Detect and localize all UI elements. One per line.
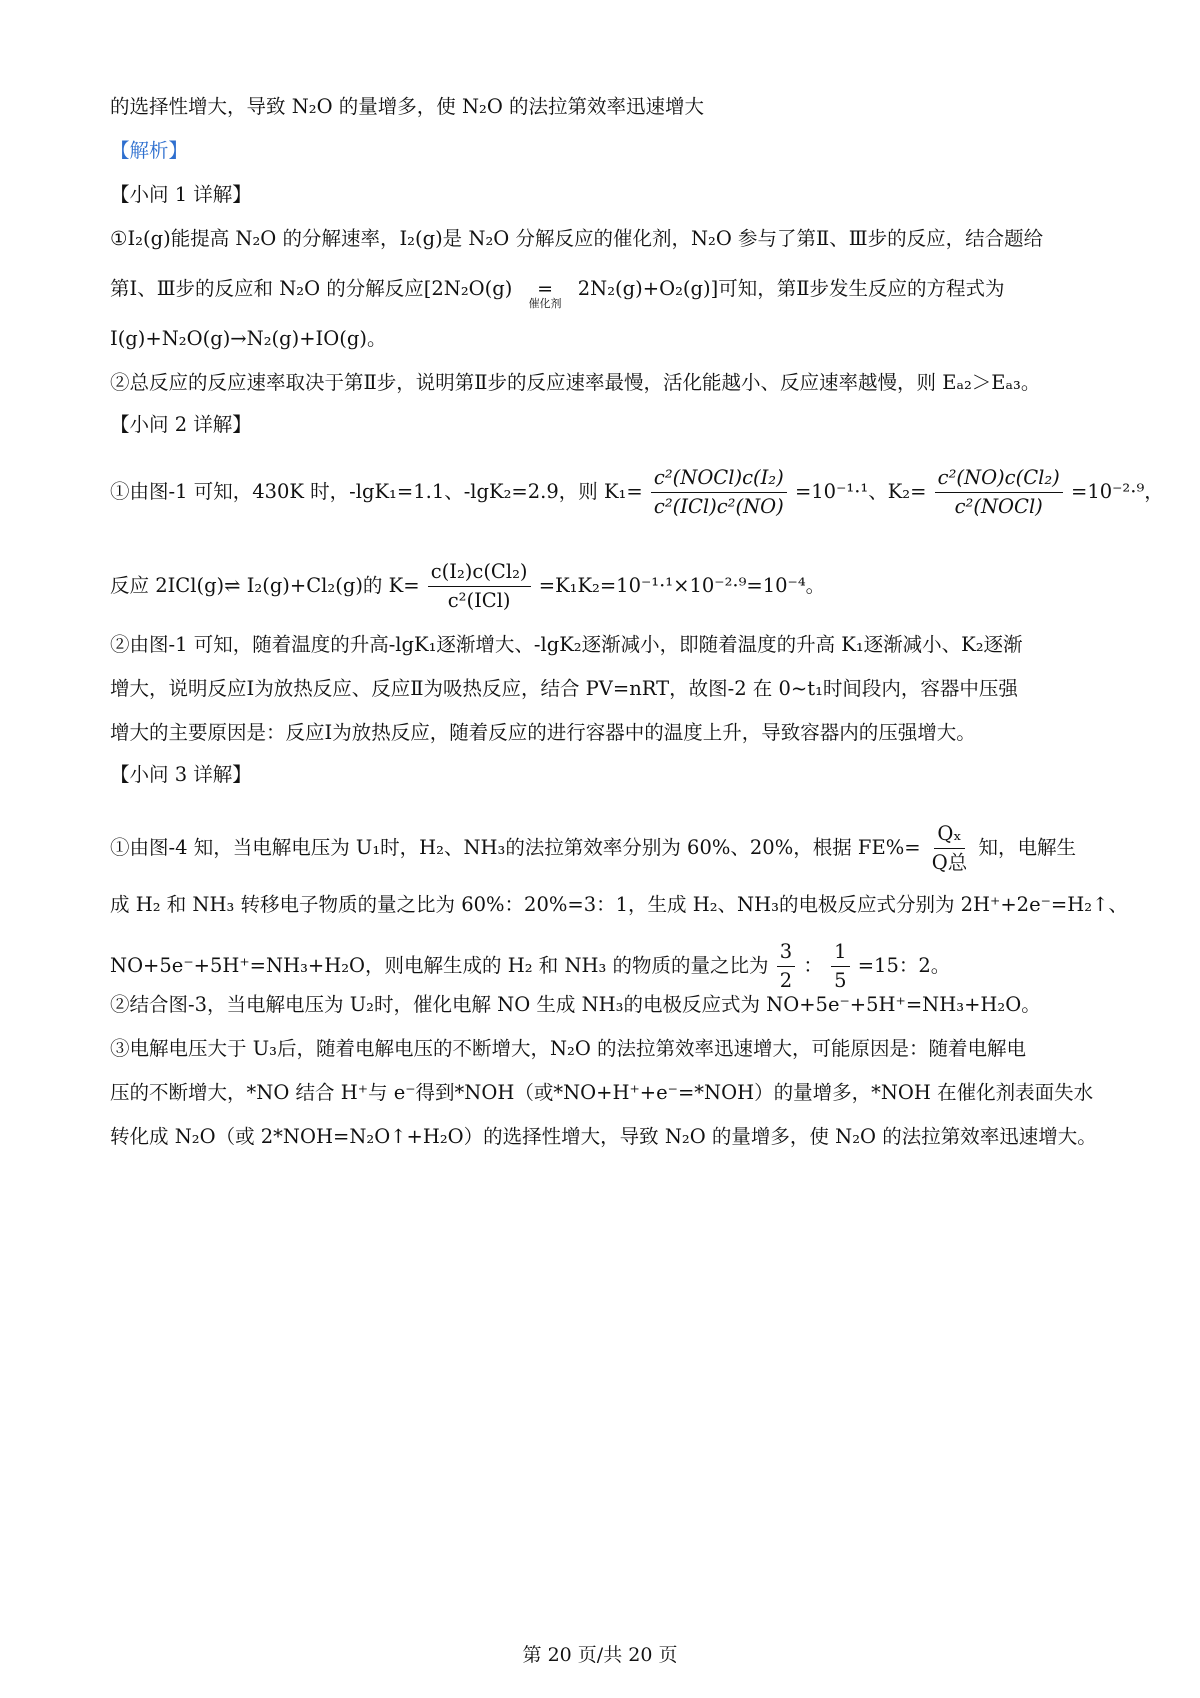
fraction-denominator: c²(ICl)c²(NO) xyxy=(653,495,784,518)
text-line: 压的不断增大，*NO 结合 H⁺与 e⁻得到*NOH（或*NO+H⁺+e⁻=*NOH）的量增多，*NOH 在催化剂表面失水 xyxy=(110,1081,1094,1104)
fraction-numerator: 1 xyxy=(831,940,849,967)
text-line: 增大，说明反应Ⅰ为放热反应、反应Ⅱ为吸热反应，结合 PV=nRT，故图-2 在 0~t₁时间段内，容器中压强 xyxy=(110,677,1018,700)
equation-line xyxy=(110,466,1164,519)
fraction-numerator: c(I₂)c(Cl₂) xyxy=(428,560,531,587)
equals-sign: = xyxy=(537,277,554,300)
catalyst-label: 催化剂 xyxy=(528,296,562,310)
text-line: ②由图-1 可知，随着温度的升高-lgK₁逐渐增大、-lgK₂逐渐减小，即随着温度的升高 K₁逐渐减小、K₂逐渐 xyxy=(110,633,1023,656)
fraction-3-2 xyxy=(777,940,795,993)
fraction-1-5 xyxy=(831,940,849,993)
text-segment: =10⁻²·⁹， xyxy=(1070,480,1164,503)
ratio-colon: ： xyxy=(803,954,823,977)
text-segment: =K₁K₂=10⁻¹·¹×10⁻²·⁹=10⁻⁴。 xyxy=(538,574,826,597)
text-line: 成 H₂ 和 NH₃ 转移电子物质的量之比为 60%：20%=3：1，生成 H₂、NH₃的电极反应式分别为 2H⁺+2e⁻=H₂↑、 xyxy=(110,893,1128,916)
text-segment: =10⁻¹·¹、K₂= xyxy=(794,480,927,503)
section-heading-analysis: 【解析】 xyxy=(110,139,189,162)
fraction-numerator: c²(NO)c(Cl₂) xyxy=(935,466,1063,493)
fraction-numerator: Qₓ xyxy=(934,822,964,849)
text-line: ③电解电压大于 U₃后，随着电解电压的不断增大，N₂O 的法拉第效率迅速增大，可能原因是：随着电解电 xyxy=(110,1037,1027,1060)
text-segment: =15：2。 xyxy=(857,954,951,977)
fraction-fe xyxy=(929,822,971,875)
text-segment: ①由图-4 知，当电解电压为 U₁时，H₂、NH₃的法拉第效率分别为 60%、20%，根据 FE%= xyxy=(110,836,921,859)
fraction-numerator: c²(NOCl)c(I₂) xyxy=(651,466,787,493)
subquestion-3-heading: 【小问 3 详解】 xyxy=(110,763,252,786)
fraction-denominator: 5 xyxy=(834,969,847,992)
equation-line xyxy=(110,822,1110,875)
text-segment: 知，电解生 xyxy=(978,836,1076,859)
text-segment: ①由图-1 可知，430K 时，-lgK₁=1.1、-lgK₂=2.9，则 K₁= xyxy=(110,480,643,503)
text-segment: 反应 2ICl(g)⇌ I₂(g)+Cl₂(g)的 K= xyxy=(110,574,420,597)
text-line: ①I₂(g)能提高 N₂O 的分解速率，I₂(g)是 N₂O 分解反应的催化剂，N₂O 参与了第Ⅱ、Ⅲ步的反应，结合题给 xyxy=(110,227,1044,250)
fraction-denominator: c²(NOCl) xyxy=(954,495,1043,518)
text-line: 的选择性增大，导致 N₂O 的量增多，使 N₂O 的法拉第效率迅速增大 xyxy=(110,95,705,118)
page-footer: 第 20 页/共 20 页 xyxy=(522,1644,678,1666)
text-segment: 2N₂(g)+O₂(g)]可知，第Ⅱ步发生反应的方程式为 xyxy=(577,277,1005,300)
fraction-denominator: 2 xyxy=(779,969,793,992)
text-line: 增大的主要原因是：反应Ⅰ为放热反应，随着反应的进行容器中的温度上升，导致容器内的压强增大。 xyxy=(110,721,976,744)
text-line: ②总反应的反应速率取决于第Ⅱ步，说明第Ⅱ步的反应速率最慢，活化能越小、反应速率越慢，则 Eₐ₂＞Eₐ₃。 xyxy=(110,371,1041,394)
text-segment: 第Ⅰ、Ⅲ步的反应和 N₂O 的分解反应[2N₂O(g) xyxy=(110,277,513,300)
fraction-k xyxy=(428,560,531,613)
equation-line xyxy=(110,560,1110,613)
text-segment: NO+5e⁻+5H⁺=NH₃+H₂O，则电解生成的 H₂ 和 NH₃ 的物质的量之比为 xyxy=(110,954,769,977)
fraction-denominator: Q总 xyxy=(931,851,968,874)
catalyst-equals-sign xyxy=(528,277,562,311)
fraction-k1 xyxy=(651,466,787,519)
subquestion-1-heading: 【小问 1 详解】 xyxy=(110,183,252,206)
fraction-numerator: 3 xyxy=(777,940,795,967)
text-line: ②结合图-3，当电解电压为 U₂时，催化电解 NO 生成 NH₃的电极反应式为 NO+5e⁻+5H⁺=NH₃+H₂O。 xyxy=(110,993,1041,1016)
fraction-k2 xyxy=(935,466,1063,519)
text-line: 转化成 N₂O（或 2*NOH=N₂O↑+H₂O）的选择性增大，导致 N₂O 的量增多，使 N₂O 的法拉第效率迅速增大。 xyxy=(110,1125,1097,1148)
subquestion-2-heading: 【小问 2 详解】 xyxy=(110,413,252,436)
equation-line xyxy=(110,940,1110,993)
text-line: I(g)+N₂O(g)→N₂(g)+IO(g)。 xyxy=(110,327,387,350)
fraction-denominator: c²(ICl) xyxy=(447,589,511,612)
text-line xyxy=(110,274,1110,310)
